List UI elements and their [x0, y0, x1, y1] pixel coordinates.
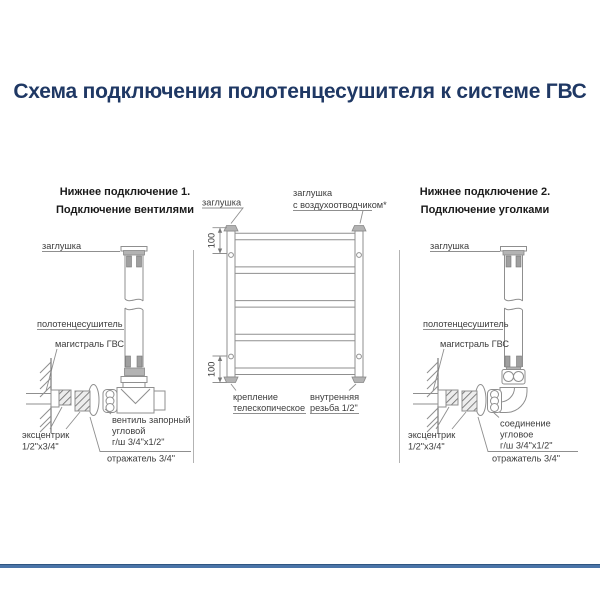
- middle-rail-drawing: [224, 226, 366, 383]
- right-heading-line2: Подключение уголками: [420, 204, 550, 216]
- left-eccentric-label-line1: эксцентрик: [22, 430, 70, 440]
- right-hws-main-label: магистраль ГВС: [440, 339, 510, 349]
- middle-plug-leader: [202, 208, 243, 224]
- left-towel-rail-label: полотенцесушитель: [37, 319, 123, 329]
- page-title: Схема подключения полотенцесушителя к системе ГВС: [13, 80, 587, 103]
- right-wall-drawing: [413, 358, 446, 433]
- right-towel-rail-label: полотенцесушитель: [423, 319, 509, 329]
- middle-mount-label-line2: телескопическое: [233, 403, 306, 413]
- left-valve-label-line1: вентиль запорный: [112, 415, 191, 425]
- middle-airvent-label-line1: заглушка: [293, 188, 333, 198]
- right-eccentric-leader2: [452, 412, 466, 429]
- right-reflector-label: отражатель 3/4": [492, 453, 561, 464]
- left-pipe-drawing: [121, 247, 147, 368]
- middle-dim-top-text: 100: [206, 232, 217, 249]
- right-panel: [408, 186, 578, 464]
- middle-panel: [202, 188, 387, 414]
- left-hws-main-label: магистраль ГВС: [55, 339, 125, 349]
- middle-dim-bottom-text: 100: [206, 361, 217, 377]
- right-elbow-label-line3: г/ш 3/4"х1/2": [500, 440, 553, 451]
- left-eccentric-leader2: [66, 412, 80, 429]
- left-eccentric-label-line2: 1/2"х3/4": [22, 441, 59, 452]
- right-eccentric-label-line1: эксцентрик: [408, 430, 456, 440]
- middle-dimension-bottom: [207, 356, 228, 383]
- left-valve-label-line2: угловой: [112, 426, 146, 436]
- left-valve-label-line3: г/ш 3/4"х1/2": [112, 437, 165, 447]
- left-plug-label: заглушка: [42, 241, 82, 251]
- right-eccentric-label-line2: 1/2"х3/4": [408, 441, 445, 452]
- middle-airvent-leader: [293, 211, 372, 224]
- left-heading-line1: Нижнее подключение 1.: [59, 186, 191, 198]
- left-heading-line2: Подключение вентилями: [56, 204, 194, 216]
- right-plug-label: заглушка: [430, 241, 470, 251]
- middle-airvent-label-line2: с воздухоотводчиком*: [293, 200, 387, 210]
- bottom-divider: [0, 564, 600, 568]
- middle-thread-label-line2: резьба 1/2": [310, 403, 358, 413]
- right-elbow-label-line2: угловое: [500, 429, 534, 440]
- right-elbow-drawing: [445, 367, 527, 416]
- middle-mount-label-line1: крепление: [233, 392, 278, 402]
- left-reflector-label: отражатель 3/4": [107, 453, 176, 464]
- left-eccentric-leader1: [50, 407, 62, 429]
- left-valve-drawing: [58, 368, 165, 416]
- middle-mount-leader: [231, 384, 236, 391]
- middle-thread-label-line1: внутренняя: [310, 392, 360, 402]
- right-heading-line1: Нижнее подключение 2.: [419, 186, 551, 198]
- right-elbow-label-line1: соединение: [500, 418, 551, 429]
- middle-thread-leader: [349, 384, 356, 391]
- middle-dimension-top: [207, 228, 228, 254]
- middle-plug-label: заглушка: [202, 197, 242, 208]
- left-panel: [22, 186, 194, 464]
